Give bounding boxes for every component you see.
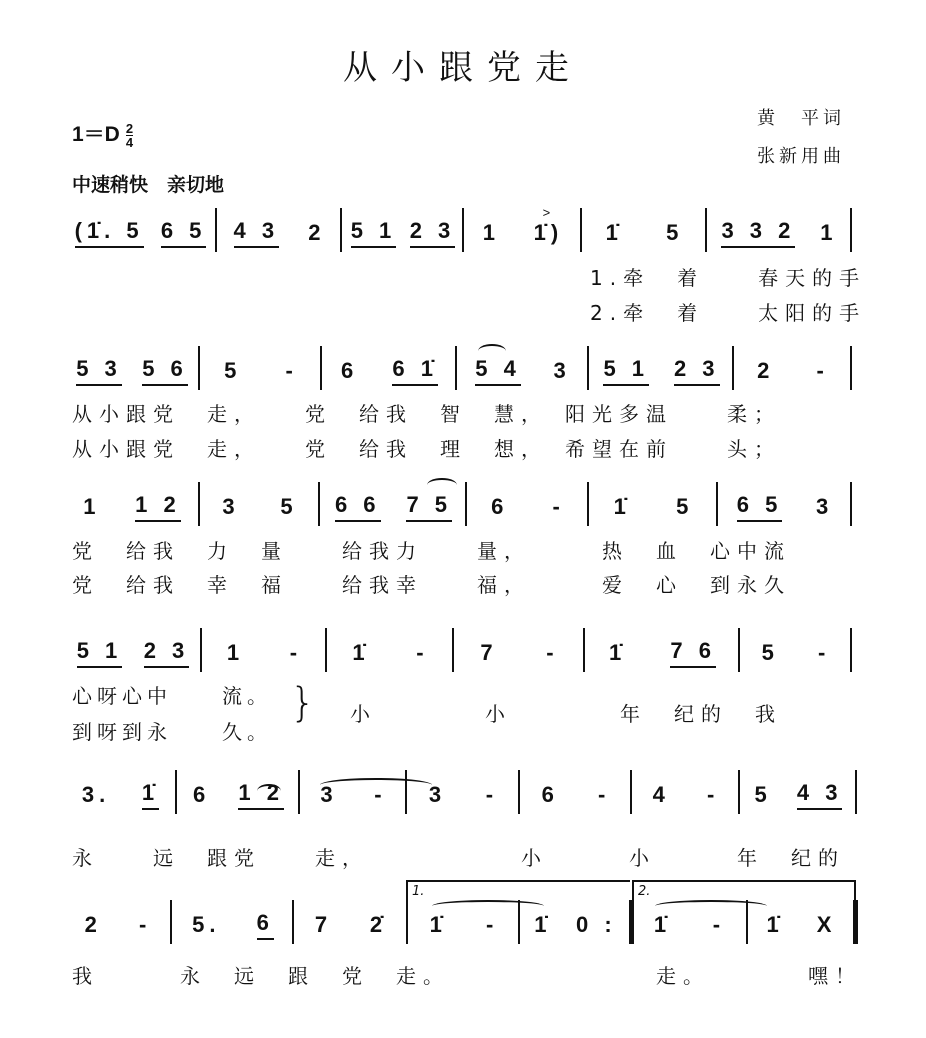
slur bbox=[478, 344, 506, 358]
time-signature bbox=[126, 122, 133, 149]
note-group: 2 3 bbox=[674, 356, 720, 386]
measure bbox=[202, 488, 318, 522]
note-group: 5 3 bbox=[76, 356, 122, 386]
note-group: 5 6 bbox=[142, 356, 188, 386]
note-group: 5 4 bbox=[475, 356, 521, 386]
note-group: 6 5 bbox=[737, 492, 783, 522]
measure bbox=[584, 214, 705, 248]
measure bbox=[174, 906, 292, 940]
staff-system bbox=[0, 634, 926, 674]
measure bbox=[742, 634, 850, 668]
note-group: 1̇ bbox=[142, 780, 159, 810]
note-group: - bbox=[598, 782, 611, 807]
note-group: 3 bbox=[815, 494, 834, 519]
measure bbox=[634, 776, 738, 810]
barline bbox=[716, 482, 718, 526]
volta-label: 1. bbox=[412, 884, 425, 899]
note-group: 1 bbox=[482, 220, 501, 245]
note-group: 1̇ bbox=[609, 640, 627, 665]
note-group: X bbox=[816, 912, 837, 937]
note-group: - bbox=[285, 358, 298, 383]
note-group: 1̇ bbox=[766, 912, 784, 937]
note-group: 1 bbox=[83, 494, 101, 519]
note-group: 6 bbox=[341, 358, 359, 383]
volta-first-ending bbox=[406, 880, 630, 908]
note-group: 3 bbox=[320, 782, 338, 807]
note-group: 1 bbox=[226, 640, 245, 665]
barline bbox=[587, 346, 589, 390]
chorus-lyric-line: 小 小 年 纪的 我 bbox=[350, 702, 782, 726]
note-group: - bbox=[485, 782, 499, 807]
slur bbox=[427, 478, 457, 492]
barline bbox=[405, 770, 407, 814]
barline bbox=[855, 770, 857, 814]
note-group: 3. bbox=[81, 782, 111, 807]
note-group: 1̇ bbox=[534, 912, 552, 937]
measure bbox=[720, 488, 850, 522]
barline bbox=[215, 208, 217, 252]
note-group: - bbox=[416, 640, 429, 665]
lyric-line: 党 给我 力 量 给我力 量， 热 血 心中流 bbox=[72, 539, 791, 563]
measure bbox=[66, 214, 215, 248]
barline bbox=[738, 628, 740, 672]
barline bbox=[630, 770, 632, 814]
note-group: 5 bbox=[754, 782, 772, 807]
note-group: 1̇ bbox=[613, 494, 631, 519]
note-group: - bbox=[289, 640, 303, 665]
measure bbox=[344, 214, 462, 248]
barline bbox=[318, 482, 320, 526]
measure bbox=[324, 352, 455, 386]
measure bbox=[591, 488, 716, 522]
barline bbox=[455, 346, 457, 390]
measure bbox=[522, 776, 630, 810]
note-group: 3 3 2 bbox=[721, 218, 795, 248]
measure bbox=[202, 352, 320, 386]
measure bbox=[66, 906, 170, 940]
staff-system bbox=[0, 205, 926, 254]
note-group: - bbox=[712, 912, 726, 937]
lyric-brace: } bbox=[290, 680, 316, 726]
barline bbox=[198, 346, 200, 390]
note-group: 2 3 bbox=[144, 638, 190, 668]
note-group: 5 bbox=[666, 220, 684, 245]
note-group: 6 1̇ bbox=[392, 356, 438, 386]
barline bbox=[705, 208, 707, 252]
measure bbox=[591, 352, 732, 386]
tempo-marking: 中速稍快 亲切地 bbox=[72, 174, 225, 196]
lyricist-credit: 黄 平词 bbox=[757, 108, 845, 129]
note-group: 2 bbox=[308, 220, 326, 245]
note-group: 3 bbox=[222, 494, 240, 519]
note-group: 1̇ bbox=[352, 640, 370, 665]
key: 1＝D bbox=[72, 123, 120, 146]
measure bbox=[469, 488, 587, 522]
note-group: - bbox=[374, 782, 387, 807]
lyric-line: 党 给我 幸 福 给我幸 福， 爱 心 到永久 bbox=[72, 573, 791, 597]
staff-system bbox=[0, 906, 926, 946]
note-group: - bbox=[486, 912, 499, 937]
time-top: 2 bbox=[125, 120, 134, 136]
time-bottom: 4 bbox=[125, 134, 134, 150]
barline bbox=[587, 482, 589, 526]
key-signature bbox=[72, 118, 133, 149]
measure bbox=[329, 634, 452, 668]
note-group: 4 3 bbox=[797, 780, 843, 810]
note-group: - bbox=[707, 782, 720, 807]
note-group: 3 bbox=[553, 358, 571, 383]
barline bbox=[200, 628, 202, 672]
note-group: 1̇ bbox=[429, 912, 447, 937]
note-group: 1̇) > bbox=[534, 220, 564, 248]
measure bbox=[296, 906, 406, 940]
barline bbox=[732, 346, 734, 390]
note-group: - bbox=[139, 912, 152, 937]
accent-mark: > bbox=[542, 205, 556, 220]
note-group: (1̇. 5 bbox=[75, 218, 144, 248]
note-group: - bbox=[552, 494, 565, 519]
barline bbox=[340, 208, 342, 252]
note-group: 4 3 bbox=[234, 218, 280, 248]
note-group: 1 2 bbox=[135, 492, 181, 522]
barline bbox=[452, 628, 454, 672]
barline bbox=[325, 628, 327, 672]
note-group: 2 bbox=[84, 912, 102, 937]
note-group: 4 bbox=[652, 782, 670, 807]
lyric-line: 1.牵 着 春天的手 bbox=[590, 266, 867, 290]
barline bbox=[320, 346, 322, 390]
note-group: 2 bbox=[757, 358, 775, 383]
note-group: 7 6 bbox=[670, 638, 716, 668]
barline bbox=[850, 628, 852, 672]
note-group: 5 bbox=[761, 640, 779, 665]
barline bbox=[580, 208, 582, 252]
note-group: 6 bbox=[541, 782, 559, 807]
measure bbox=[456, 634, 583, 668]
lyric-line: 2.牵 着 太阳的手 bbox=[590, 301, 867, 325]
composer-credit: 张新用曲 bbox=[757, 146, 845, 167]
barline bbox=[850, 346, 852, 390]
note-group: - bbox=[546, 640, 559, 665]
measure bbox=[587, 634, 738, 668]
staff-system bbox=[0, 352, 926, 392]
measure bbox=[66, 634, 200, 668]
note-group: 5 1 bbox=[603, 356, 649, 386]
barline bbox=[462, 208, 464, 252]
note-group: 2̇ bbox=[369, 912, 388, 937]
barline bbox=[298, 770, 300, 814]
lyric-line: 心呀心中 流。 bbox=[72, 684, 272, 708]
note-group: 7 bbox=[314, 912, 333, 937]
lyric-line: 我 永 远 跟 党 走。 走。 嘿！ bbox=[72, 964, 862, 988]
tie bbox=[320, 778, 432, 792]
measure bbox=[204, 634, 325, 668]
lyric-line: 永 远 跟党 走， 小 小 年 纪的 bbox=[72, 846, 845, 870]
measure bbox=[736, 352, 850, 386]
measure bbox=[742, 776, 855, 810]
barline bbox=[738, 770, 740, 814]
barline bbox=[198, 482, 200, 526]
song-title: 从小跟党走 bbox=[343, 48, 583, 88]
lyric-line: 从小跟党 走， 党 给我 理 想， 希望在前 头； bbox=[72, 437, 781, 461]
note-group: 0 : bbox=[576, 912, 617, 937]
lyric-line: 从小跟党 走， 党 给我 智 慧， 阳光多温 柔； bbox=[72, 402, 781, 426]
note-group: 6 5 bbox=[161, 218, 207, 248]
note-group: 1̇ bbox=[605, 220, 623, 245]
barline bbox=[170, 900, 172, 944]
note-group: 2 3 bbox=[410, 218, 456, 248]
barline bbox=[583, 628, 585, 672]
note-group: 6 bbox=[193, 782, 211, 807]
measure bbox=[322, 488, 465, 522]
barline bbox=[465, 482, 467, 526]
measure bbox=[466, 205, 580, 248]
note-group: 6 6 bbox=[335, 492, 381, 522]
barline bbox=[850, 482, 852, 526]
note-group: 5 1 bbox=[351, 218, 397, 248]
volta-second-ending bbox=[632, 880, 856, 908]
note-group: 5 bbox=[676, 494, 694, 519]
lyric-line: 到呀到永 久。 bbox=[72, 720, 272, 744]
staff-system bbox=[0, 776, 926, 816]
note-group: 5 bbox=[224, 358, 242, 383]
note-group: 3 bbox=[428, 782, 447, 807]
measure bbox=[66, 776, 175, 810]
measure bbox=[66, 488, 198, 522]
note-group: 5 1 bbox=[77, 638, 123, 668]
note-group: 1̇ bbox=[653, 912, 672, 937]
measure bbox=[219, 214, 340, 248]
measure bbox=[709, 214, 850, 248]
staff-system bbox=[0, 488, 926, 528]
barline bbox=[518, 770, 520, 814]
note-group: 7 bbox=[480, 640, 498, 665]
note-group: 5. bbox=[192, 912, 221, 937]
note-group: - bbox=[816, 358, 829, 383]
slur bbox=[257, 784, 281, 798]
barline bbox=[175, 770, 177, 814]
note-group: 7 5 bbox=[406, 492, 452, 522]
barline bbox=[292, 900, 294, 944]
note-group: 6 bbox=[491, 494, 509, 519]
note-group: 1 2 bbox=[238, 780, 284, 810]
note-group: 1 bbox=[820, 220, 838, 245]
note-group: - bbox=[818, 640, 831, 665]
barline bbox=[850, 208, 852, 252]
measure bbox=[66, 352, 198, 386]
note-group: 6 bbox=[257, 910, 274, 940]
volta-label: 2. bbox=[638, 884, 651, 899]
note-group: 5 bbox=[280, 494, 298, 519]
